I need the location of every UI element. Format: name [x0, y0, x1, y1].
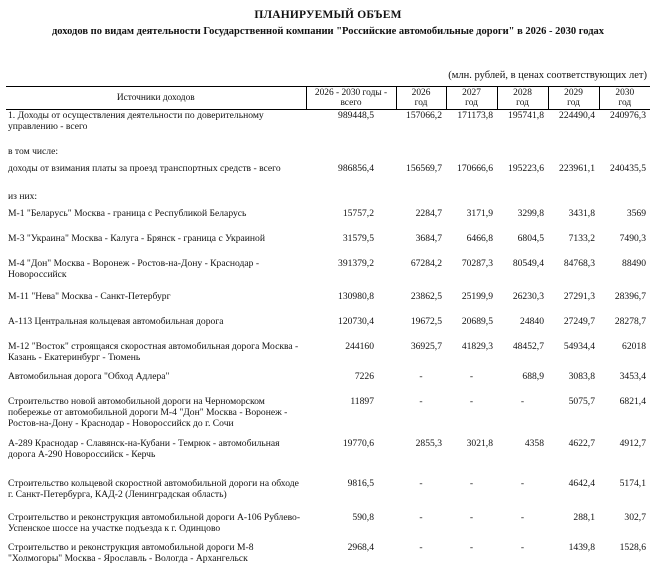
row-year-value: 288,1 — [573, 511, 595, 523]
document-subtitle: доходов по видам деятельности Государственной компании "Российские автомобильные дороги" в 2026 - 2030 годах — [51, 26, 605, 37]
row-year-value: - — [469, 477, 474, 489]
row-year-value: 170666,6 — [457, 162, 493, 174]
row-source-name: доходы от взимания платы за проезд транспортных средств - всего — [8, 162, 281, 174]
header-year-label: 2029 — [564, 88, 583, 98]
row-source-name: А-289 Краснодар - Славянск-на-Кубани - Темрюк - автомобильная дорога А-290 Новороссийск - Керчь — [8, 437, 280, 460]
table-row — [6, 438, 650, 478]
header-year-label: 2028 — [513, 88, 532, 98]
row-total-value: 9816,5 — [347, 477, 374, 489]
row-year-value: - — [419, 541, 423, 553]
row-source-name: из них: — [8, 190, 38, 202]
row-year-value: - — [419, 370, 423, 382]
row-year-value: 4358 — [524, 437, 544, 449]
header-year-suffix: год — [516, 98, 529, 108]
row-year-value: 240435,5 — [610, 162, 646, 174]
table-header — [6, 87, 650, 110]
table-row — [6, 208, 650, 233]
row-source-name: А-113 Центральная кольцевая автомобильная дорога — [8, 315, 224, 327]
header-year-2026 — [396, 87, 446, 110]
row-year-value: - — [520, 541, 525, 553]
table-row — [6, 512, 650, 542]
row-year-value: 4912,7 — [619, 437, 646, 449]
row-year-value — [497, 146, 548, 163]
table-row — [6, 258, 650, 291]
row-year-value — [446, 191, 497, 208]
row-total-value: 15757,2 — [342, 207, 374, 219]
row-year-value: 27249,7 — [563, 315, 595, 327]
row-year-value: - — [469, 395, 474, 407]
row-year-value: 88490 — [622, 257, 646, 269]
row-source-name: Строительство и реконструкция автомобильной дороги М-8 "Холмогоры" Москва - Ярославль - Вологда - Архангельск — [8, 541, 254, 564]
row-year-value: 1528,6 — [619, 541, 646, 553]
row-year-value — [548, 146, 599, 163]
row-year-value: 70287,3 — [461, 257, 493, 269]
table-row — [6, 542, 650, 574]
row-year-value: 3171,9 — [466, 207, 493, 219]
row-year-value — [396, 191, 446, 208]
row-source-name: 1. Доходы от осуществления деятельности по доверительному управлению - всего — [8, 110, 264, 132]
row-year-value: 6821,4 — [619, 395, 646, 407]
row-total-value: 31579,5 — [342, 232, 374, 244]
row-source-name: в том числе: — [8, 145, 59, 157]
row-source-name: М-11 "Нева" Москва - Санкт-Петербург — [8, 290, 171, 302]
row-year-value: 157066,2 — [406, 110, 442, 121]
row-year-value: - — [419, 477, 423, 489]
revenue-table — [6, 86, 650, 574]
table-body — [6, 110, 650, 574]
row-year-value: 41829,3 — [461, 340, 493, 352]
row-year-value: 3453,4 — [619, 370, 646, 382]
row-total-value: 590,8 — [352, 511, 374, 523]
table-row — [6, 478, 650, 512]
row-year-value: - — [469, 541, 474, 553]
row-total-value: 989448,5 — [338, 110, 374, 121]
row-year-value: 62018 — [622, 340, 646, 352]
table-row — [6, 291, 650, 316]
row-year-value: 4642,4 — [568, 477, 595, 489]
header-year-2029 — [548, 87, 599, 110]
row-year-value: 28396,7 — [614, 290, 646, 302]
units-note: (млн. рублей, в ценах соответствующих лет) — [448, 70, 647, 81]
header-year-label: 2030 — [615, 88, 635, 98]
row-year-value: 7490,3 — [619, 232, 646, 244]
row-source-name: М-4 "Дон" Москва - Воронеж - Ростов-на-Дону - Краснодар - Новороссийск — [8, 257, 260, 280]
row-source-name: Автомобильная дорога "Обход Адлера" — [8, 370, 170, 382]
table-row — [6, 341, 650, 371]
header-year-2030 — [599, 87, 650, 110]
row-year-value: 195741,8 — [508, 110, 544, 121]
row-year-value: 27291,3 — [563, 290, 595, 302]
row-total-value: 391379,2 — [338, 257, 374, 269]
row-total-value: 986856,4 — [338, 162, 374, 174]
row-year-value: 240976,3 — [610, 110, 646, 121]
row-source-name: Строительство и реконструкция автомобильной дороги А-106 Рублево-Успенское шоссе на участке подъезда к г. Одинцово — [8, 511, 301, 534]
row-total-value — [306, 191, 396, 208]
row-year-value: - — [520, 477, 525, 489]
row-year-value: 19672,5 — [410, 315, 442, 327]
row-year-value: - — [419, 511, 423, 523]
header-year-suffix: год — [618, 98, 632, 108]
row-year-value: 48452,7 — [512, 340, 544, 352]
row-total-value: 2968,4 — [347, 541, 374, 553]
row-year-value: 5174,1 — [619, 477, 646, 489]
row-year-value — [446, 146, 497, 163]
table-row — [6, 191, 650, 208]
row-total-value: 130980,8 — [338, 290, 374, 302]
document-title: ПЛАНИРУЕМЫЙ ОБЪЕМ — [254, 9, 402, 21]
header-year-suffix: год — [465, 98, 478, 108]
row-year-value: 54934,4 — [563, 340, 595, 352]
table-row — [6, 316, 650, 341]
row-year-value: 20689,5 — [461, 315, 493, 327]
row-total-value — [306, 146, 396, 163]
header-year-label: 2026 — [411, 88, 431, 98]
row-year-value: 3083,8 — [568, 370, 595, 382]
row-year-value: 156569,7 — [406, 162, 442, 174]
row-year-value — [497, 191, 548, 208]
header-year-label: 2027 — [462, 88, 481, 98]
row-year-value — [599, 146, 650, 163]
header-year-suffix: год — [567, 98, 580, 108]
row-year-value: 195223,6 — [508, 162, 544, 174]
row-year-value — [548, 191, 599, 208]
header-source: Источники доходов — [6, 87, 306, 110]
row-total-value: 120730,4 — [338, 315, 374, 327]
row-year-value: 2284,7 — [415, 207, 442, 219]
table-row — [6, 110, 650, 146]
row-year-value: 26230,3 — [512, 290, 544, 302]
row-year-value: 3569 — [626, 207, 646, 219]
table-row — [6, 163, 650, 191]
row-source-name: Строительство кольцевой скоростной автомобильной дороги на обходе г. Санкт-Петербурга, КАД-2 (Ленинградская область) — [8, 477, 299, 500]
row-year-value: 67284,2 — [410, 257, 442, 269]
row-source-name: М-1 "Беларусь" Москва - граница с Республикой Беларусь — [8, 207, 247, 219]
header-year-suffix: год — [414, 98, 428, 108]
table-row — [6, 371, 650, 396]
header-total — [306, 87, 396, 110]
row-year-value: 223961,1 — [559, 162, 595, 174]
row-year-value: 224490,4 — [559, 110, 595, 121]
header-year-2027 — [446, 87, 497, 110]
row-source-name: Строительство новой автомобильной дороги на Черноморском побережье от автомобильной дороги М-4 "Дон" Москва - Воронеж - Ростов-на-Дону - Краснодар - Новороссийск до г. Сочи — [8, 395, 288, 429]
row-year-value: 6804,5 — [517, 232, 544, 244]
row-year-value: 3431,8 — [568, 207, 595, 219]
row-year-value: 1439,8 — [568, 541, 595, 553]
row-year-value: - — [520, 511, 525, 523]
row-year-value: 36925,7 — [410, 340, 442, 352]
row-year-value — [396, 146, 446, 163]
row-year-value: 688,9 — [522, 370, 544, 382]
row-source-name: М-3 "Украина" Москва - Калуга - Брянск - граница с Украиной — [8, 232, 265, 244]
row-year-value: 84768,3 — [563, 257, 595, 269]
row-year-value: - — [520, 395, 525, 407]
row-year-value: 5075,7 — [568, 395, 595, 407]
row-year-value: 28278,7 — [614, 315, 646, 327]
row-total-value: 19770,6 — [342, 437, 374, 449]
header-total-line1: 2026 - 2030 годы - — [314, 88, 388, 98]
row-year-value: 7133,2 — [568, 232, 595, 244]
row-year-value: 302,7 — [624, 511, 646, 523]
row-total-value: 244160 — [345, 340, 374, 352]
table-row — [6, 396, 650, 438]
row-year-value: 24840 — [520, 315, 544, 327]
row-total-value: 11897 — [350, 395, 374, 407]
row-year-value — [599, 191, 650, 208]
table-row — [6, 233, 650, 258]
header-total-line2: всего — [340, 98, 362, 108]
row-year-value: 23862,5 — [410, 290, 442, 302]
header-year-2028 — [497, 87, 548, 110]
row-year-value: 171173,8 — [457, 110, 493, 121]
table-row — [6, 146, 650, 163]
row-year-value: 4622,7 — [568, 437, 595, 449]
row-year-value: - — [469, 370, 474, 382]
row-year-value: 3299,8 — [517, 207, 544, 219]
row-year-value: 3684,7 — [415, 232, 442, 244]
row-year-value: - — [469, 511, 474, 523]
row-source-name: М-12 "Восток" строящаяся скоростная автомобильная дорога Москва - Казань - Екатеринбург - Тюмень — [8, 340, 299, 363]
row-year-value: 3021,8 — [466, 437, 493, 449]
row-year-value: - — [419, 395, 423, 407]
row-year-value: 80549,4 — [512, 257, 544, 269]
row-total-value: 7226 — [354, 370, 374, 382]
row-year-value: 25199,9 — [461, 290, 493, 302]
row-year-value: 2855,3 — [415, 437, 442, 449]
row-year-value: 6466,8 — [466, 232, 493, 244]
